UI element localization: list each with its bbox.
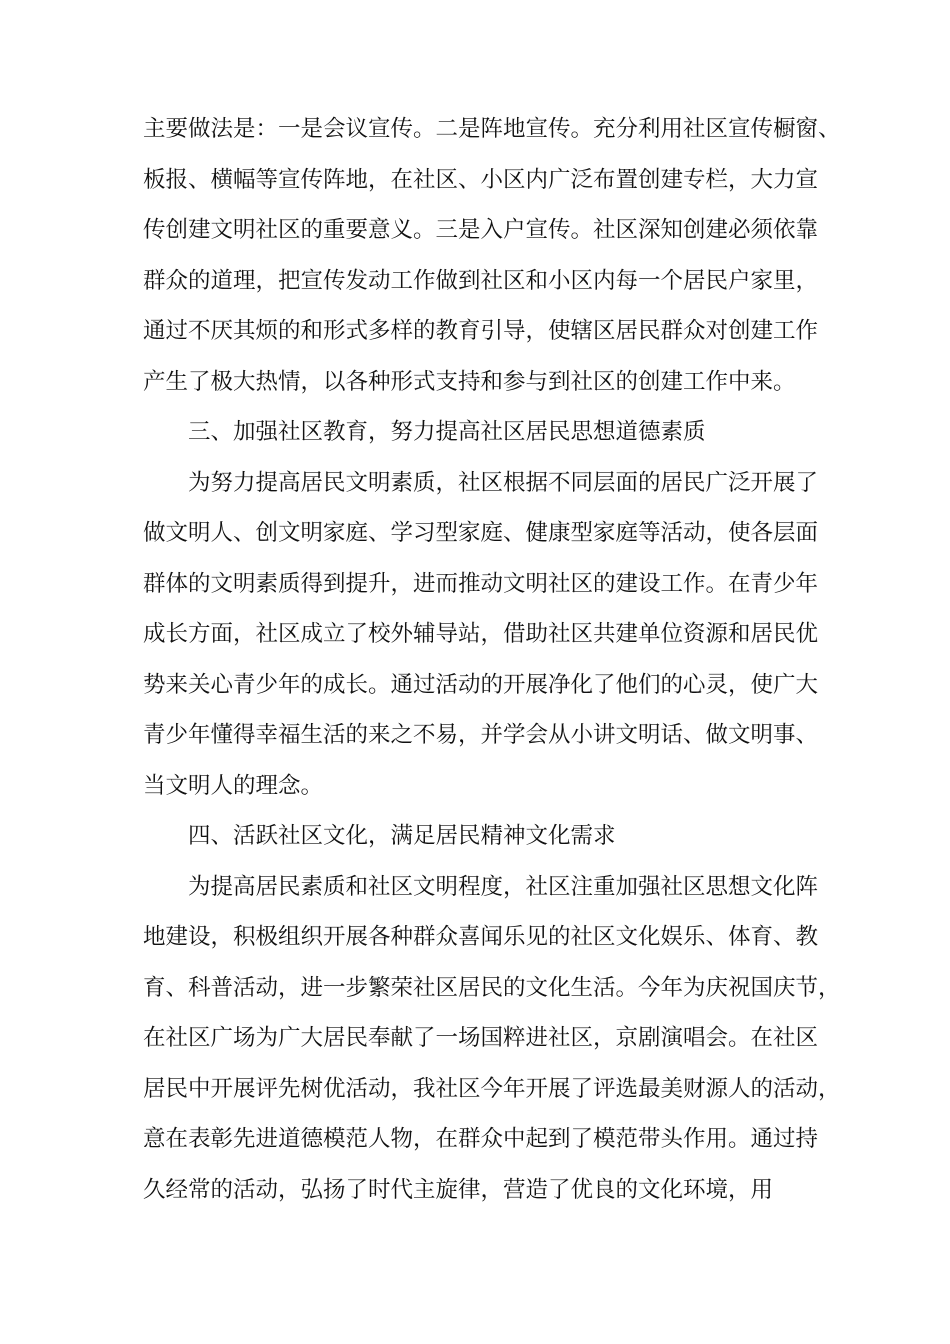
- text-line: 意在表彰先进道德模范人物，在群众中起到了模范带头作用。通过持: [143, 1126, 819, 1152]
- text-line: 青少年懂得幸福生活的来之不易，并学会从小讲文明话、做文明事、: [143, 722, 819, 748]
- text-line: 为努力提高居民文明素质，社区根据不同层面的居民广泛开展了: [188, 470, 819, 496]
- section-heading: 四、活跃社区文化，满足居民精神文化需求: [188, 823, 616, 849]
- text-line: 通过不厌其烦的和形式多样的教育引导，使辖区居民群众对创建工作: [143, 318, 819, 344]
- section-heading: 三、加强社区教育，努力提高社区居民思想道德素质: [188, 419, 706, 445]
- text-line: 久经常的活动，弘扬了时代主旋律，营造了优良的文化环境，用: [143, 1177, 774, 1203]
- text-line: 育、科普活动，进一步繁荣社区居民的文化生活。今年为庆祝国庆节，: [143, 975, 841, 1001]
- text-line: 传创建文明社区的重要意义。三是入户宣传。社区深知创建必须依靠: [143, 217, 819, 243]
- text-line: 势来关心青少年的成长。通过活动的开展净化了他们的心灵，使广大: [143, 672, 819, 698]
- text-line: 为提高居民素质和社区文明程度，社区注重加强社区思想文化阵: [188, 874, 819, 900]
- text-line: 板报、横幅等宣传阵地，在社区、小区内广泛布置创建专栏，大力宣: [143, 167, 819, 193]
- text-line: 产生了极大热情，以各种形式支持和参与到社区的创建工作中来。: [143, 369, 796, 395]
- text-line: 做文明人、创文明家庭、学习型家庭、健康型家庭等活动，使各层面: [143, 520, 819, 546]
- text-line: 当文明人的理念。: [143, 773, 324, 799]
- text-line: 群体的文明素质得到提升，进而推动文明社区的建设工作。在青少年: [143, 571, 819, 597]
- text-line: 居民中开展评先树优活动，我社区今年开展了评选最美财源人的活动，: [143, 1076, 841, 1102]
- text-line: 成长方面，社区成立了校外辅导站，借助社区共建单位资源和居民优: [143, 621, 819, 647]
- text-line: 主要做法是：一是会议宣传。二是阵地宣传。充分利用社区宣传橱窗、: [143, 116, 841, 142]
- text-line: 在社区广场为广大居民奉献了一场国粹进社区，京剧演唱会。在社区: [143, 1025, 819, 1051]
- text-line: 群众的道理，把宣传发动工作做到社区和小区内每一个居民户家里，: [143, 268, 819, 294]
- text-line: 地建设，积极组织开展各种群众喜闻乐见的社区文化娱乐、体育、教: [143, 924, 819, 950]
